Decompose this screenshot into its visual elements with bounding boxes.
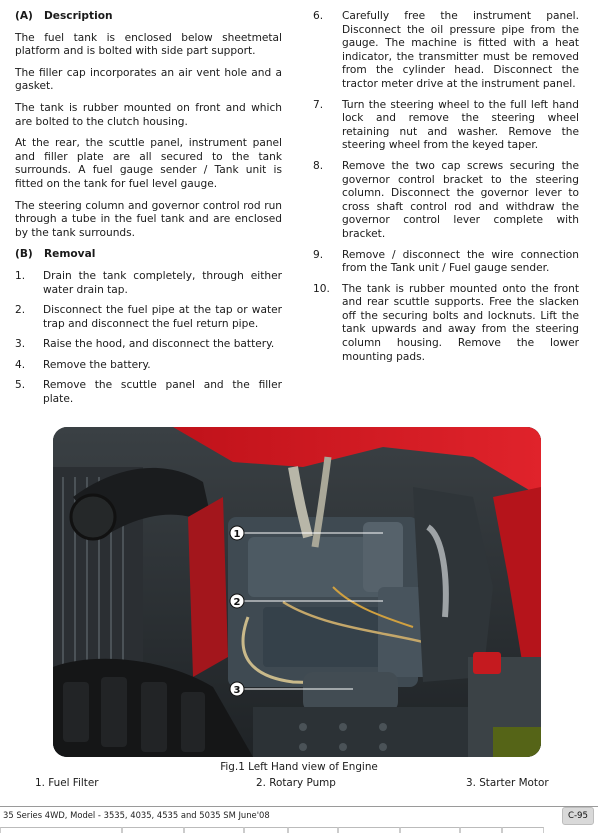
removal-steps-left — [15, 270, 282, 407]
footer-tab — [460, 827, 502, 833]
right-column — [313, 10, 579, 371]
left-column — [15, 10, 282, 414]
step-text: Turn the steering wheel to the full left hand lock and remove the steering wheel retaining nut and washer. Remove the steering wheel from the keyed taper. — [342, 98, 579, 152]
step-text: Raise the hood, and disconnect the battery. — [43, 338, 275, 351]
list-item — [15, 270, 282, 297]
section-b-letter: (B) — [15, 248, 33, 261]
list-item — [15, 359, 282, 373]
section-a-letter: (A) — [15, 10, 33, 22]
step-number: 6. — [313, 10, 324, 22]
description-paragraph: The tank is rubber mounted on front and which are bolted to the clutch housing. — [15, 101, 282, 128]
removal-steps-right — [313, 10, 579, 364]
footer-divider — [0, 806, 598, 807]
step-number: 8. — [313, 159, 324, 172]
callout-1: 1 — [233, 529, 241, 540]
step-number: 9. — [313, 248, 324, 261]
list-item — [313, 99, 579, 153]
step-text: Carefully free the instrument panel. Disconnect the oil pressure pipe from the gauge. The machine is fitted with a heat indicator, the transmitter must be removed from the cylinder head. Disconnect the tractor meter drive at the instrument panel. — [342, 10, 579, 90]
section-b-title: Removal — [44, 248, 96, 261]
list-item — [15, 379, 282, 406]
step-text: Remove the scuttle panel and the filler plate. — [43, 379, 282, 406]
step-number: 5. — [15, 379, 26, 392]
description-paragraph: The filler cap incorporates an air vent hole and a gasket. — [15, 66, 282, 93]
footer-model-text: 35 Series 4WD, Model - 3535, 4035, 4535 and 5035 SM June'08 — [3, 810, 270, 820]
footer-tab — [338, 827, 400, 833]
section-a-heading — [15, 10, 282, 24]
footer-tab — [0, 827, 122, 833]
legend-item: 1. Fuel Filter — [35, 777, 99, 789]
step-number: 4. — [15, 358, 26, 371]
description-paragraph: The steering column and governor control rod run through a tube in the fuel tank and are enclosed by the tank surrounds. — [15, 199, 282, 239]
section-a-title: Description — [44, 10, 113, 22]
step-number: 10. — [313, 282, 330, 295]
footer-tab — [122, 827, 184, 833]
step-text: Remove the battery. — [43, 358, 151, 371]
footer-tab — [184, 827, 244, 833]
footer-tab — [244, 827, 288, 833]
figure-caption: Fig.1 Left Hand view of Engine — [220, 761, 378, 773]
legend-item: 2. Rotary Pump — [256, 777, 336, 789]
legend-item: 3. Starter Motor — [466, 777, 549, 789]
section-b-heading — [15, 248, 282, 262]
list-item — [15, 304, 282, 331]
description-paragraph: At the rear, the scuttle panel, instrument panel and filler plate are all secured to the tank surrounds. A fuel gauge sender / Tank unit is fitted on the tank for fuel level gauge. — [15, 137, 282, 190]
step-number: 1. — [15, 269, 26, 282]
description-paragraph: The fuel tank is enclosed below sheetmetal platform and is bolted with side part support. — [15, 31, 282, 58]
engine-photo-illustration — [53, 427, 541, 757]
footer-tab — [288, 827, 338, 833]
step-text: Remove the two cap screws securing the governor control bracket to the steering column. Disconnect the governor lever to cross shaft control rod and withdraw the governor control lever complete with bracket. — [342, 159, 579, 240]
list-item — [313, 160, 579, 242]
step-text: Drain the tank completely, through either water drain tap. — [43, 269, 282, 296]
step-number: 2. — [15, 304, 26, 317]
step-text: The tank is rubber mounted onto the front and rear scuttle supports. Free the slacken off the securing bolts and locknuts. Lift the tank upwards and away from the steering column housing. Remove the lower mounting pads. — [342, 282, 579, 363]
list-item — [313, 10, 579, 92]
callout-2: 2 — [233, 597, 241, 608]
step-text: Remove / disconnect the wire connection from the Tank unit / Fuel gauge sender. — [342, 248, 579, 275]
list-item — [313, 249, 579, 276]
callout-3: 3 — [233, 685, 241, 696]
step-text: Disconnect the fuel pipe at the tap or water trap and disconnect the fuel return pipe. — [43, 304, 282, 330]
list-item — [15, 338, 282, 352]
footer-tab — [400, 827, 460, 833]
step-number: 3. — [15, 338, 26, 351]
engine-photo — [53, 427, 541, 757]
step-number: 7. — [313, 98, 324, 111]
footer-tabs-decoration — [0, 827, 598, 833]
page-number-badge: C-95 — [562, 807, 594, 825]
footer-tab — [502, 827, 544, 833]
list-item — [313, 283, 579, 365]
